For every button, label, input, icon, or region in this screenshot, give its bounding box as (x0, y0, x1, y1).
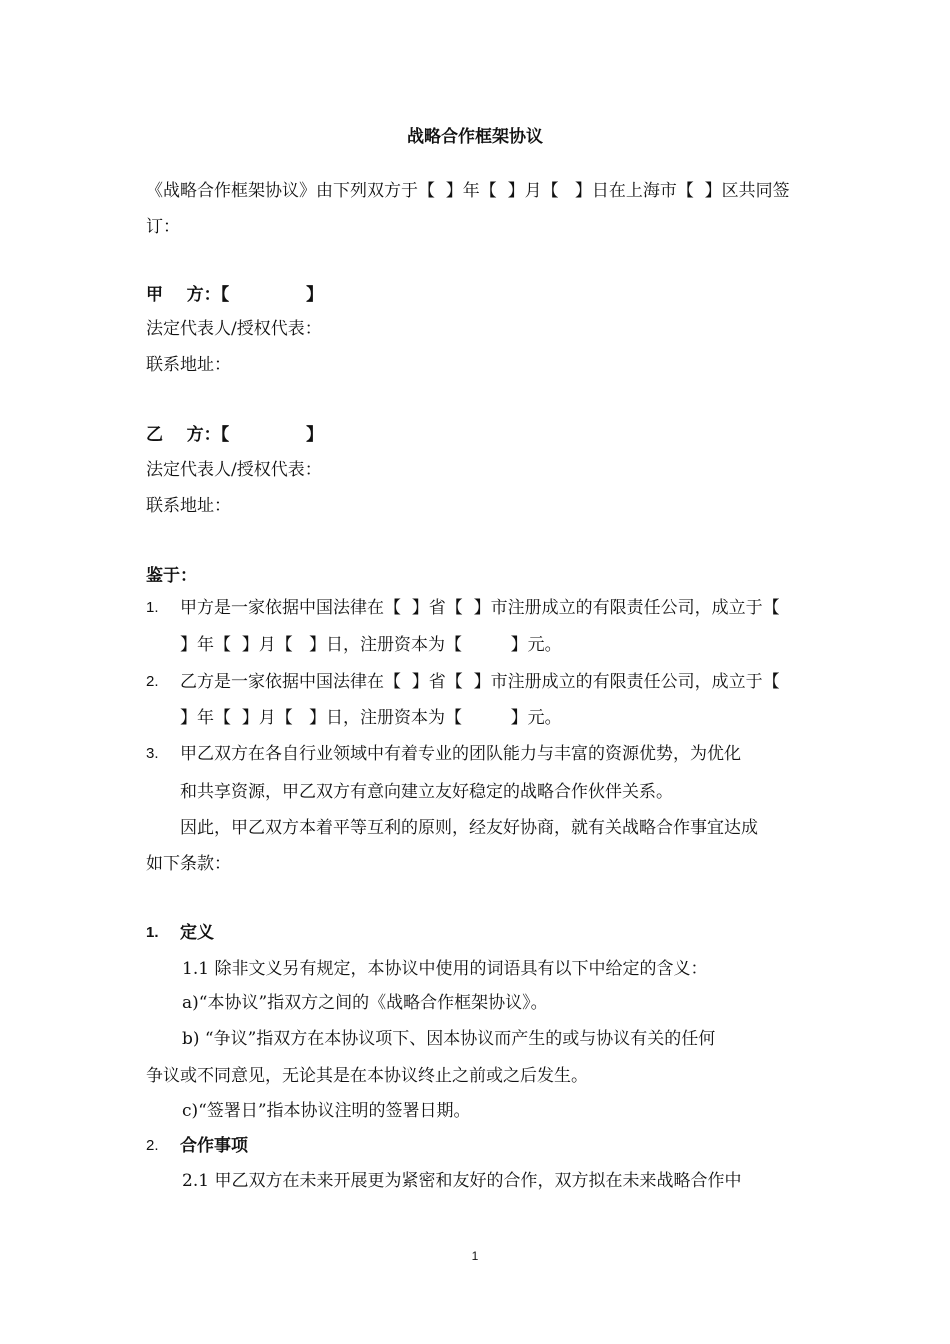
whereas-closing-line-2: 如下条款： (146, 854, 231, 874)
whereas-item-number: 3. (146, 745, 159, 762)
whereas-item-line: 甲方是一家依据中国法律在【 】省【 】市注册成立的有限责任公司，成立于【 (180, 598, 780, 618)
whereas-closing-line-1: 因此，甲乙双方本着平等互利的原则，经友好协商，就有关战略合作事宜达成 (180, 818, 758, 838)
section-1-clause-b-line-2: 争议或不同意见，无论其是在本协议终止之前或之后发生。 (146, 1066, 588, 1086)
section-1-heading: 定义 (180, 923, 214, 943)
intro-line-2: 订： (146, 217, 180, 237)
party-b-representative: 法定代表人/授权代表： (146, 460, 322, 480)
page-number: 1 (471, 1249, 479, 1263)
section-2-heading: 合作事项 (180, 1136, 248, 1156)
whereas-item-number: 2. (146, 673, 159, 690)
party-a-heading: 甲 方：【 】 (146, 285, 324, 305)
whereas-item-number: 1. (146, 599, 159, 616)
whereas-item-line: 和共享资源，甲乙双方有意向建立友好稳定的战略合作伙伴关系。 (180, 782, 673, 802)
section-1-clause-a: a)“本协议”指双方之间的《战略合作框架协议》。 (182, 993, 548, 1013)
whereas-item-line: 乙方是一家依据中国法律在【 】省【 】市注册成立的有限责任公司，成立于【 (180, 672, 780, 692)
whereas-item-line: 】年【 】月【 】日，注册资本为【 】元。 (180, 708, 562, 728)
party-b-heading: 乙 方：【 】 (146, 425, 324, 445)
whereas-item-line: 甲乙双方在各自行业领域中有着专业的团队能力与丰富的资源优势，为优化 (180, 744, 741, 764)
section-1-clause-c: c)“签署日”指本协议注明的签署日期。 (182, 1101, 471, 1121)
whereas-item-line: 】年【 】月【 】日，注册资本为【 】元。 (180, 635, 562, 655)
section-2-clause-2-1: 2.1 甲乙双方在未来开展更为紧密和友好的合作，双方拟在未来战略合作中 (182, 1171, 742, 1191)
party-a-representative: 法定代表人/授权代表： (146, 319, 322, 339)
document-title: 战略合作框架协议 (407, 127, 543, 147)
section-1-clause-b-line-1: b) “争议”指双方在本协议项下、因本协议而产生的或与协议有关的任何 (182, 1029, 716, 1049)
section-2-number: 2. (146, 1137, 159, 1154)
section-1-number: 1. (146, 924, 159, 941)
party-b-address: 联系地址： (146, 496, 231, 516)
whereas-heading: 鉴于： (146, 566, 197, 586)
party-a-address: 联系地址： (146, 355, 231, 375)
section-1-clause-1-1: 1.1 除非文义另有规定，本协议中使用的词语具有以下中给定的含义： (182, 959, 708, 979)
intro-line-1: 《战略合作框架协议》由下列双方于【 】年【 】月【 】日在上海市【 】区共同签 (146, 181, 790, 201)
